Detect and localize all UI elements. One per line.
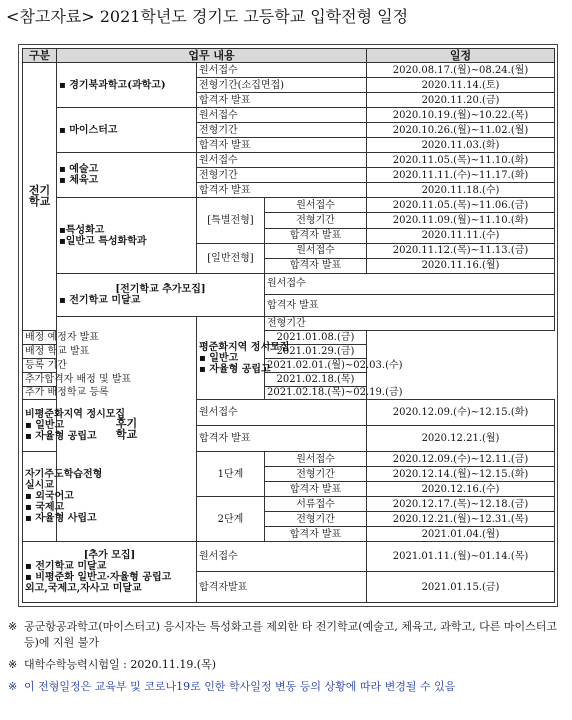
task-cell: 합격자 발표 (197, 138, 367, 153)
schedule-table (22, 48, 555, 603)
task-cell: 등록 기간 (23, 358, 197, 372)
date-cell: 2021.01.11.(월)~01.14.(목) (367, 542, 555, 572)
task-cell: 원서접수 (197, 63, 367, 78)
stage-1: 1단계 (197, 452, 265, 497)
table-row (23, 386, 555, 400)
date-cell: 2021.01.29.(금) (265, 344, 367, 358)
task-cell: 서류접수 (265, 497, 367, 512)
task-cell: 합격자 발표 (265, 295, 555, 317)
footnotes (8, 619, 564, 701)
reference-mark-icon: ※ (8, 620, 18, 633)
note-text: 공군항공과학고(마이스터고) 응시자는 특성화고를 제외한 타 전기학교(예술고, 체육고, 과학고, 다른 마이스터고 등)에 지원 불가 (24, 620, 557, 649)
task-cell: 전형기간 (197, 168, 367, 183)
table-row (23, 153, 555, 168)
date-cell: 2020.11.09.(월)~11.10.(화) (367, 213, 555, 228)
date-cell: 2020.11.05.(목)~11.10.(화) (367, 153, 555, 168)
date-cell: 2020.12.17.(목)~12.18.(금) (367, 497, 555, 512)
task-cell: 원서접수 (197, 400, 367, 426)
date-cell: 2020.12.09.(수)~12.15.(화) (367, 400, 555, 426)
date-cell: 2020.11.20.(금) (367, 93, 555, 108)
stage-2: 2단계 (197, 497, 265, 542)
task-cell: 전형기간(소집면접) (197, 78, 367, 93)
group-name-autonomous-private: ▪ 자율형 사립고 (25, 513, 97, 525)
date-cell: 2020.11.14.(토) (367, 78, 555, 93)
table-row (23, 542, 555, 572)
group-head-implementing: 실시교 (25, 480, 54, 492)
date-cell: 2021.02.01.(월)~02.03.(수) (265, 358, 367, 372)
task-cell: 원서접수 (265, 198, 367, 213)
note-text: 이 전형일정은 교육부 및 코로나19로 인한 학사일정 변동 등의 상황에 따라 변경될 수 있음 (24, 680, 456, 693)
task-cell: 전형기간 (265, 512, 367, 527)
date-cell: 2020.11.05.(목)~11.06.(금) (367, 198, 555, 213)
group-head-additional: [추가 모집] (83, 550, 136, 562)
date-cell: 2020.11.11.(수)~11.17.(화) (367, 168, 555, 183)
task-cell: 원서접수 (197, 542, 367, 572)
task-cell: 전형기간 (197, 123, 367, 138)
group-specialized (57, 198, 197, 273)
group-head-nonequalized: 비평준화지역 정시모집 (25, 409, 126, 421)
task-cell: 원서접수 (265, 273, 555, 295)
task-cell: 합격자 발표 (265, 228, 367, 243)
group-name-early-shortfall: ▪ 전기학교 미달교 (25, 561, 107, 573)
date-cell: 2020.10.26.(월)~11.02.(월) (367, 123, 555, 138)
task-cell: 원서접수 (265, 452, 367, 467)
task-cell: 합격자 발표 (197, 93, 367, 108)
date-cell: 2020.11.03.(화) (367, 138, 555, 153)
table-header-row (23, 49, 555, 63)
date-cell: 2021.01.08.(금) (265, 330, 367, 344)
group-nonequalized-regular (23, 400, 126, 452)
group-name-sports: ▪ 체육고 (59, 175, 99, 187)
date-cell: 2020.11.16.(월) (367, 258, 555, 273)
task-cell: 합격자 발표 (197, 426, 367, 452)
special-admission: [특별전형] (197, 198, 265, 243)
group-name-special-shortfall: 외고,국제고,자사고 미달교 (25, 583, 142, 595)
date-cell: 2020.11.11.(수) (367, 228, 555, 243)
task-cell: 전형기간 (265, 467, 367, 482)
group-name-autonomous-public: ▪ 자율형 공립고 (199, 363, 271, 375)
table-row (23, 108, 555, 123)
task-cell: 전형기간 (265, 316, 555, 330)
date-cell: 2020.12.21.(월) (367, 426, 555, 452)
note-csat-date (8, 657, 564, 673)
table-row (23, 330, 555, 344)
date-cell: 2021.01.15.(금) (367, 572, 555, 603)
table-row (23, 273, 555, 295)
task-cell: 합격자 발표 (265, 527, 367, 542)
group-name-autonomous-public: ▪ 자율형 공립고 (25, 431, 97, 443)
group-name-general-specialized: ▪일반고 특성화학과 (59, 235, 147, 247)
group-arts-sports (57, 153, 197, 198)
header-task: 업무 내용 (57, 49, 367, 63)
group-name-early-shortfall: ▪ 전기학교 미달교 (59, 294, 141, 306)
group-early-extra (57, 273, 265, 316)
task-cell: 합격자 발표 (265, 258, 367, 273)
task-cell: 배정 예정자 발표 (23, 330, 197, 344)
task-cell: 원서접수 (265, 243, 367, 258)
reference-mark-icon: ※ (8, 658, 18, 671)
header-category: 구분 (23, 49, 57, 63)
group-name-general: ▪ 일반고 (199, 352, 239, 364)
date-cell: 2020.12.09.(수)~12.11.(금) (367, 452, 555, 467)
group-name-foreign-language: ▪ 외국어고 (25, 491, 74, 503)
group-meister: ▪ 마이스터고 (57, 108, 197, 153)
date-cell: 2021.02.18.(목) (265, 372, 367, 386)
task-cell: 추가 배정학교 등록 (23, 386, 197, 400)
document-title: <참고자료> 2021학년도 경기도 고등학교 입학전형 일정 (6, 7, 409, 26)
table-row (23, 344, 555, 358)
group-name-international: ▪ 국제고 (25, 502, 65, 514)
group-self-directed (23, 452, 103, 542)
group-name-nonequalized: ▪ 비평준화 일반고·자율형 공립고 (25, 572, 172, 584)
date-cell: 2020.12.21.(월)~12.31.(목) (367, 512, 555, 527)
group-name-specialized: ▪특성화고 (59, 224, 105, 236)
date-cell: 2020.12.14.(월)~12.15.(화) (367, 467, 555, 482)
date-cell: 2021.01.04.(월) (367, 527, 555, 542)
task-cell: 배정 학교 발표 (23, 344, 197, 358)
date-cell: 2020.10.19.(월)~10.22.(목) (367, 108, 555, 123)
task-cell: 전형기간 (265, 213, 367, 228)
table-row (23, 372, 555, 386)
group-gyeonggibuk-science: ▪ 경기북과학고(과학고) (57, 63, 197, 108)
note-meister-restriction (8, 619, 564, 651)
note-text: 대학수학능력시험일 : 2020.11.19.(목) (24, 658, 217, 671)
table-row (23, 63, 555, 78)
group-head-self-directed: 자기주도학습전형 (25, 469, 103, 481)
group-name-general: ▪ 일반고 (25, 420, 65, 432)
header-schedule: 일정 (367, 49, 555, 63)
general-admission: [일반전형] (197, 243, 265, 273)
group-additional (23, 542, 197, 603)
date-cell: 2020.12.16.(수) (367, 482, 555, 497)
task-cell: 추가합격자 배정 및 발표 (23, 372, 197, 386)
date-cell: 2021.02.18.(목)~02.19.(금) (265, 386, 367, 400)
task-cell: 합격자 발표 (265, 482, 367, 497)
note-schedule-change (8, 679, 564, 695)
date-cell: 2020.11.18.(수) (367, 183, 555, 198)
category-early: 전기 학교 (23, 63, 57, 331)
task-cell: 원서접수 (197, 108, 367, 123)
table-row (23, 358, 555, 372)
category-late: 후기 학교 (57, 316, 197, 542)
table-row (23, 316, 555, 330)
date-cell: 2020.11.12.(목)~11.13.(금) (367, 243, 555, 258)
group-head-equalized: 평준화지역 정시모집 (199, 341, 290, 353)
task-cell: 합격자발표 (197, 572, 367, 603)
reference-mark-icon: ※ (8, 680, 18, 693)
task-cell: 원서접수 (197, 153, 367, 168)
date-cell: 2020.08.17.(월)~08.24.(월) (367, 63, 555, 78)
task-cell: 합격자 발표 (197, 183, 367, 198)
group-head-early-extra: [전기학교 추가모집] (115, 283, 206, 295)
table-row (23, 198, 555, 213)
group-name-arts: ▪ 예술고 (59, 164, 99, 176)
